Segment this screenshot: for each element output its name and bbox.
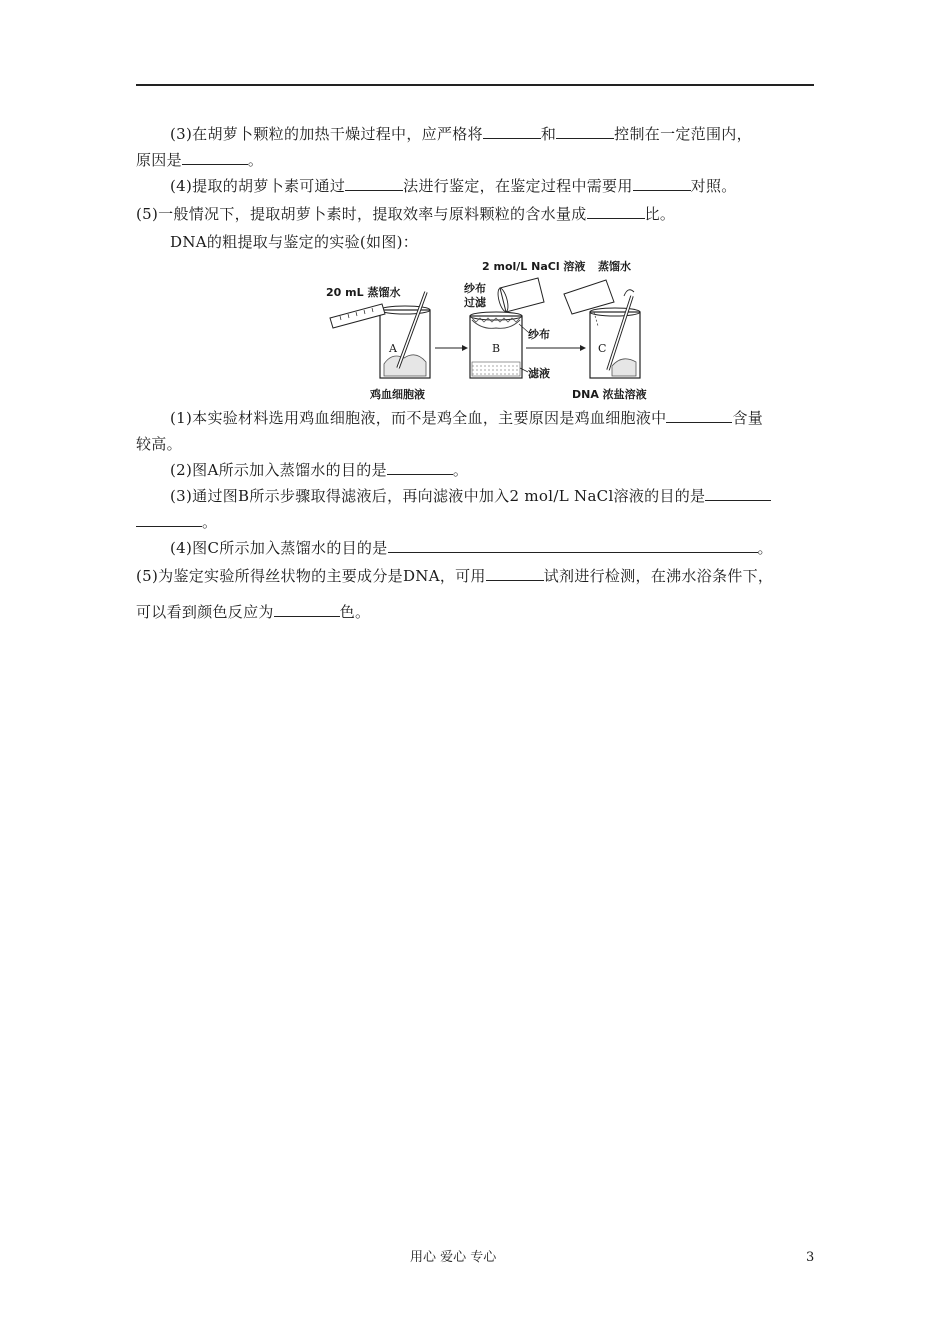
d3-text-pre: (3)通过图B所示步骤取得滤液后，再向滤液中加入2 mol/L NaCl溶液的目的是 [170,487,706,505]
footer-text: 用心 爱心 专心 [410,1250,497,1265]
d4-text-post: 。 [757,539,773,557]
answer-blank[interactable] [387,460,453,475]
q3-line1 [170,124,752,144]
q5-text-post: 比。 [644,205,676,223]
caption-a: 鸡血细胞液 [370,388,425,401]
d1-text-pre: (1)本实验材料选用鸡血细胞液，而不是鸡全血，主要原因是鸡血细胞液中 [170,409,667,427]
label-gauze-filter-2: 过滤 [464,296,486,309]
dna-intro: DNA的粗提取与鉴定的实验(如图)： [170,233,419,251]
beaker-b-letter: B [492,342,501,355]
nacl-pouring-beaker [496,278,544,313]
dna-experiment-diagram [322,256,667,404]
label-gauze: 纱布 [528,328,550,341]
label-gauze-filter-1: 纱布 [464,282,486,295]
answer-blank[interactable] [136,512,202,527]
d2-text-post: 。 [452,461,469,479]
q3-text-post: 控制在一定范围内， [614,125,752,143]
label-nacl: 2 mol/L NaCl 溶液 [482,260,586,273]
q5-line [136,204,675,224]
label-water-c: 蒸馏水 [598,260,631,273]
q4-text-pre: (4)提取的胡萝卜素可通过 [170,177,346,195]
q4-text-post: 对照。 [690,177,737,195]
header-rule [136,84,814,86]
answer-blank[interactable] [388,538,758,553]
q3-text-mid: 和 [540,125,557,143]
d1-line2: 较高。 [136,435,182,453]
d5-line2 [136,602,370,622]
answer-blank[interactable] [587,204,645,219]
answer-blank[interactable] [345,176,403,191]
beaker-a [380,292,430,378]
d2-text-pre: (2)图A所示加入蒸馏水的目的是 [170,461,387,479]
q5-text-pre: (5)一般情况下，提取胡萝卜素时，提取效率与原料颗粒的含水量成 [136,205,587,223]
leader-filtrate [520,368,528,372]
q4-text-mid: 法进行鉴定，在鉴定过程中需要用 [403,177,633,195]
arrow-b-to-c [526,345,586,351]
arrow-a-to-b [435,345,468,351]
caption-c: DNA 浓盐溶液 [572,388,647,401]
label-filtrate: 滤液 [528,367,550,380]
d5-line2-post: 色。 [339,603,371,621]
q3-line2 [136,150,263,170]
d5-text-post: 试剂进行检测，在沸水浴条件下， [543,567,774,585]
d1-text-post: 含量 [732,409,764,427]
d1-line1 [170,408,763,428]
answer-blank[interactable] [556,124,614,139]
answer-blank[interactable] [483,124,541,139]
q3-text-pre: (3)在胡萝卜颗粒的加热干燥过程中，应严格将 [170,125,483,143]
d3-line1 [170,486,771,506]
label-water-a: 20 mL 蒸馏水 [326,286,401,299]
d2-line [170,460,468,480]
page-number: 3 [806,1250,815,1265]
graduated-cylinder [330,304,385,328]
beaker-c-letter: C [598,342,607,355]
answer-blank[interactable] [705,486,771,501]
d3-line2 [136,512,217,532]
q3-line2-pre: 原因是 [136,151,182,169]
d5-text-pre: (5)为鉴定实验所得丝状物的主要成分是DNA，可用 [136,567,486,585]
beaker-a-letter: A [389,342,397,355]
d3-line2-post: 。 [202,513,218,531]
d4-line [170,538,773,558]
answer-blank[interactable] [274,602,340,617]
d5-line2-pre: 可以看到颜色反应为 [136,603,274,621]
d5-line1 [136,566,773,586]
q4-line [170,176,737,196]
water-pouring-beaker [564,280,614,326]
answer-blank[interactable] [666,408,732,423]
d4-text-pre: (4)图C所示加入蒸馏水的目的是 [170,539,388,557]
leader-gauze [519,324,528,332]
answer-blank[interactable] [182,150,248,165]
answer-blank[interactable] [633,176,691,191]
q3-line2-post: 。 [247,151,264,169]
answer-blank[interactable] [486,566,544,581]
